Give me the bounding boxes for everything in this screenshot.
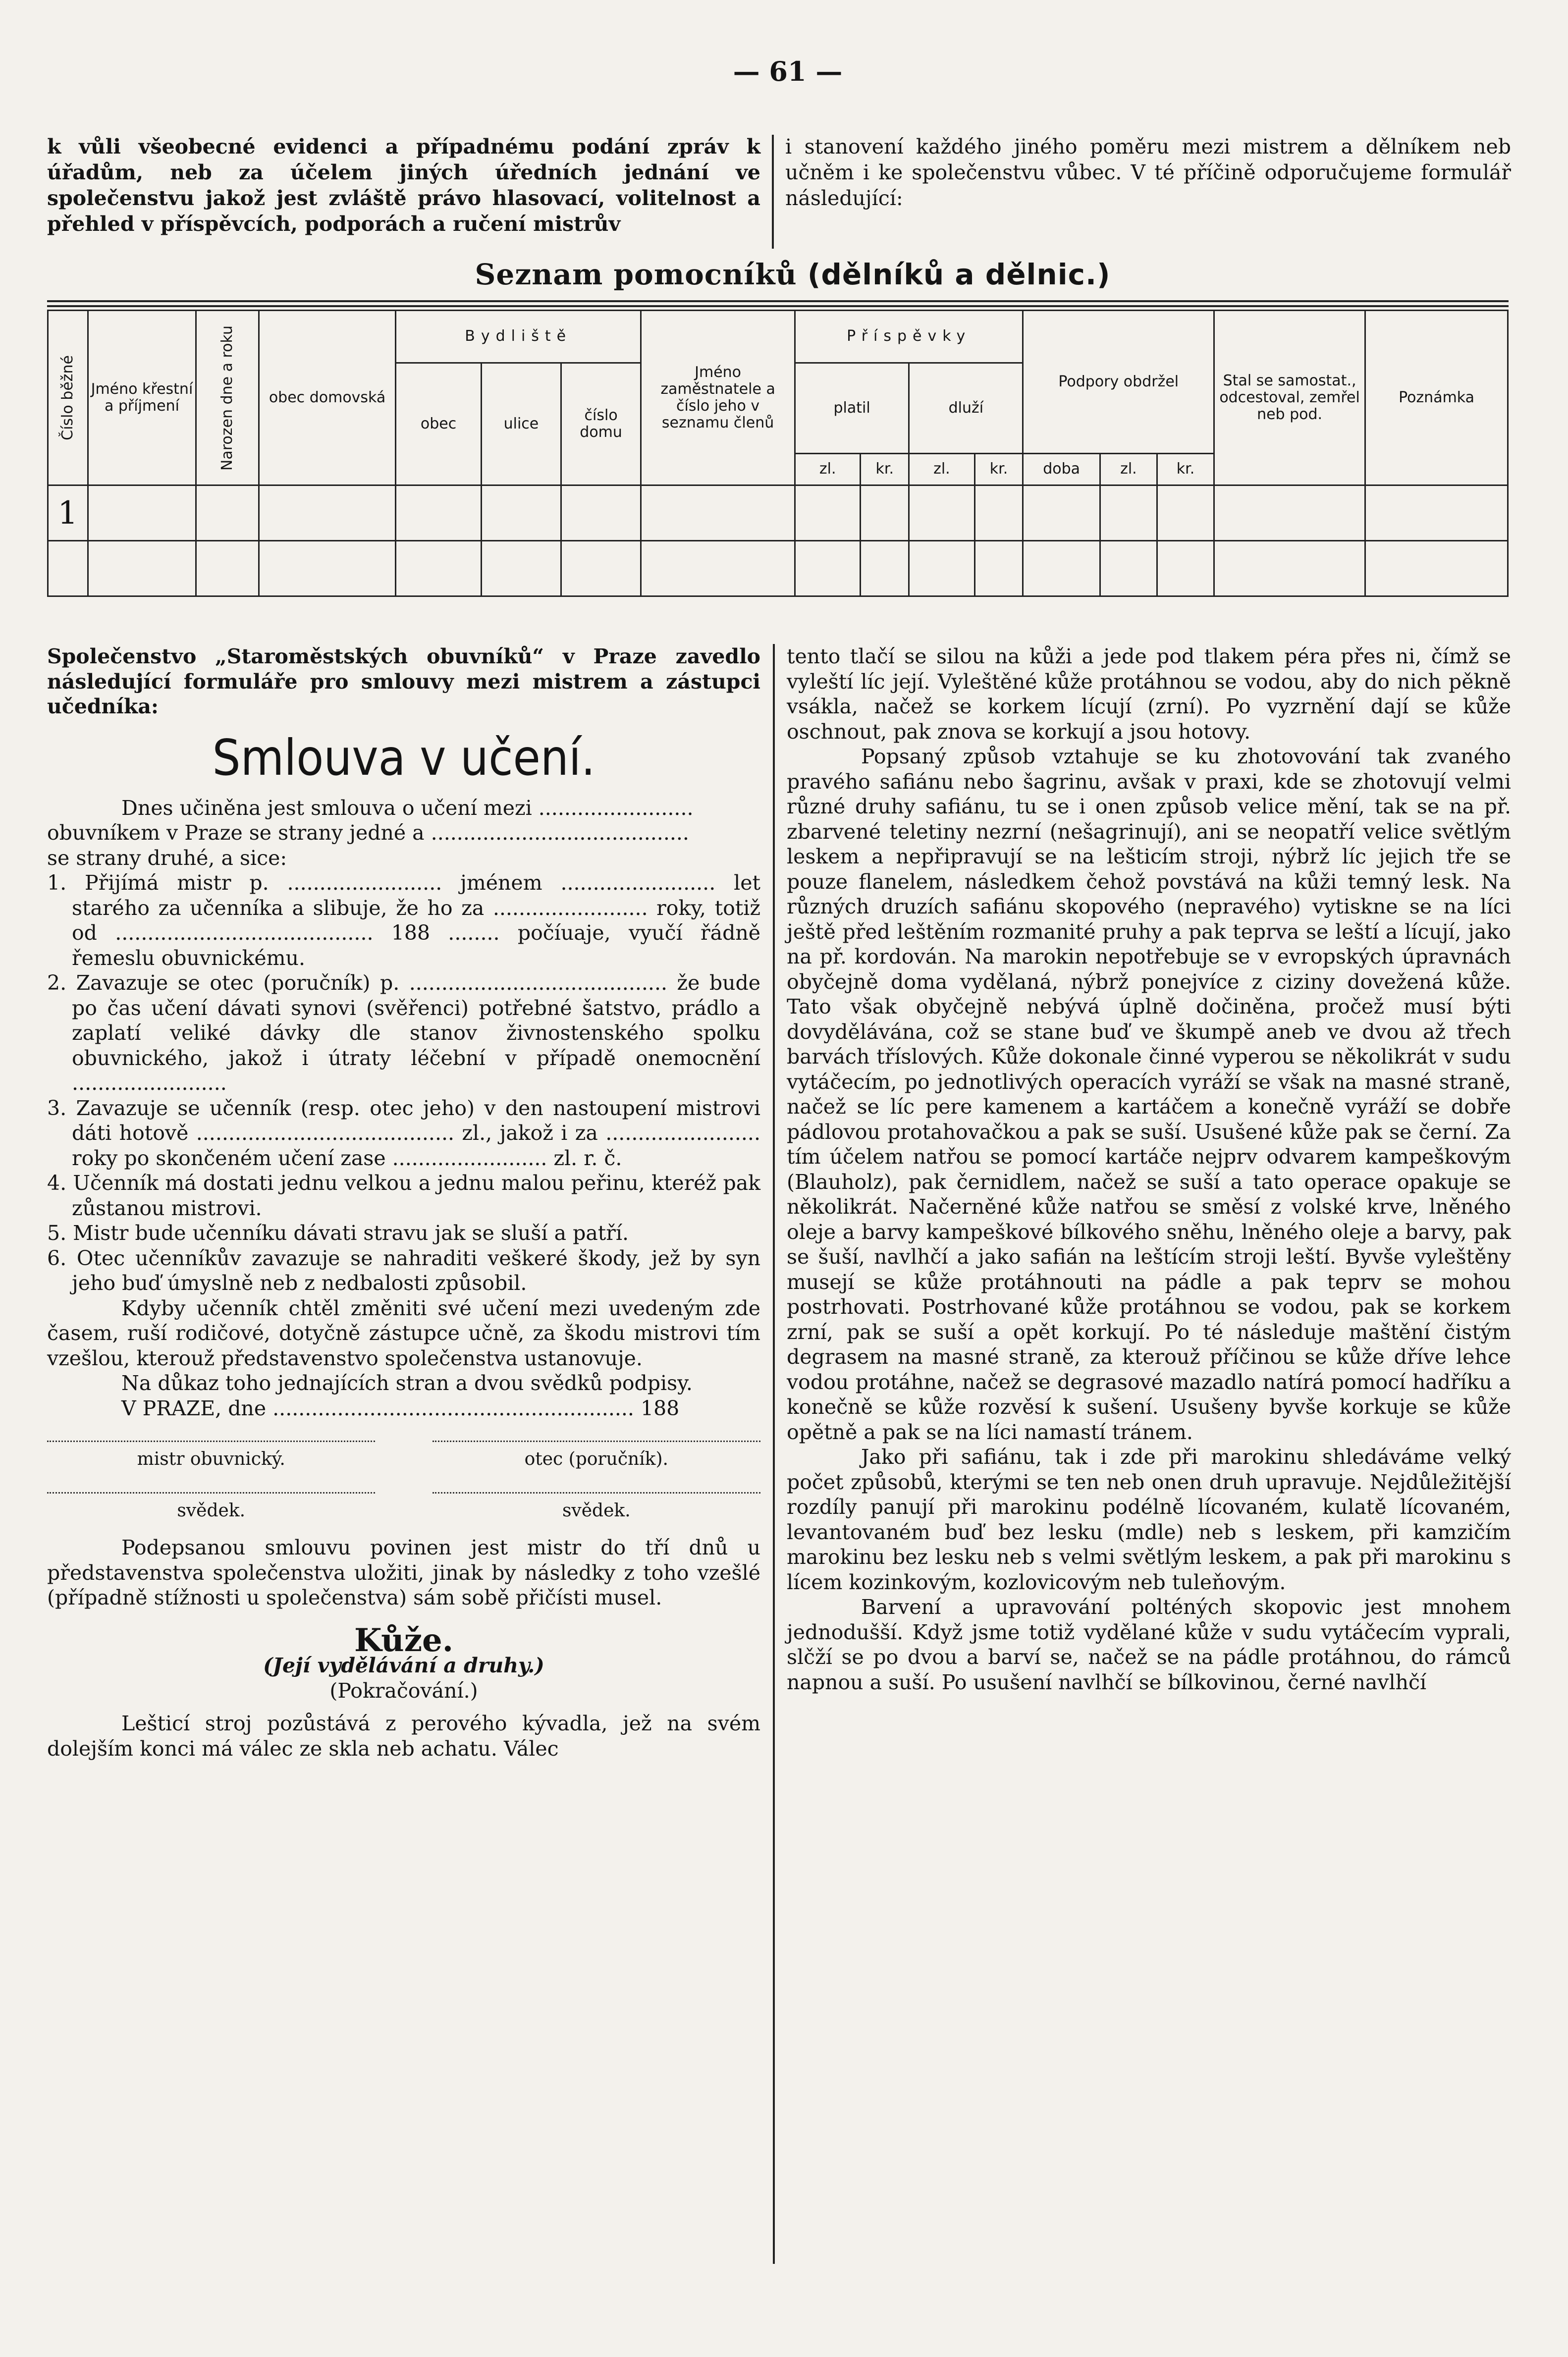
col-prispevky: Příspěvky [795,311,1023,363]
col-dluzi: dluží [909,363,1023,453]
contract-item-6: 6. Otec učenníkův zavazuje se nahraditi veškeré škody, jež by syn jeho buď úmyslně neb z nedbalosti způsobil. [47,1246,760,1295]
right-paragraph-3: Jako při safiánu, tak i zde při marokinu shledáváme velký počet způsobů, kterými se ten neb onen druh upravuje. Nejdůležitější rozdíly panují při marokinu podélně lícovaném, kulatě lícovaném, levantovaném buď bez lesku (mdle) neb s leskem, při kamzičím marokinu bez lesku neb s velmi světlým leskem, a pak při marokinu s lícem kozinkovým, kozlovicovým neb tuleňovým. [787,1445,1511,1594]
signature-row-1 [47,1441,760,1472]
contract-item-4: 4. Učenník má dostati jednu velkou a jednu malou peřinu, kteréž pak zůstanou mistrovi. [47,1171,760,1220]
contract-intro-2: obuvníkem v Praze se strany jedné a ........................................ [47,821,689,845]
right-paragraph-2: Popsaný způsob vztahuje se ku zhotovování tak zvaného pravého safiánu nebo šagrinu, avšak v praxi, kde se zhotovují velmi různé druhy safiánu, tu se i onen způsob velice mění, tak se na př. zbarvené teletiny nezrní (nešagrinují), ani se neopatří velice světlým leskem a nepřipravují se na lešticím stroji, nýbrž líc jejich tře se pouze flanelem, následkem čehož povstává na kůži temný lesk. Na různých druzích safiánu skopového (nepravého) vytiskne se na líci ještě před leštěním rozmanité pruhy a pak teprva se leští a lícují, jako na př. kordován. Na marokin nepotřebuje se v evropských úpravnách obyčejně doma vydělaná, nýbrž ponejvíce z ciziny dovežená kůže. Tato však obyčejně nebývá úplně dočiněna, pročež musí býti dovydělávána, což se stane buď ve škumpě aneb ve dvou až třech barvách tříslových. Kůže dokonale činné vyperou se několikrát v sudu vytáčecím, po jednotlivých operacích vyráží se však na masné straně, načež se líc pere kamenem a kartáčem a konečně vyráží se dobře pádlovou protahovačkou a pak se suší. Usušené kůže pak se černí. Za tím účelem natřou se pomocí kartáče nejprv odvarem kampeškovým (Blauholz), pak černidlem, načež se suší a tato operace opakuje se několikrát. Načerněné kůže natřou se směsí z volské krve, lněného oleje a barvy kampeškové bílkového sněhu, lněného oleje a barvy, pak se šuší, navlhčí a jako safián na leštícím stroji leští. Byvše vyleštěny musejí se kůže protáhnouti na pádle a pak teprv se mohou postrhovati. Postrhované kůže protáhnou se vodou, pak se korkem zrní, pak se suší a opět korkují. Po té následuje maštění čistým degrasem na masné straně, za kterouž příčinou se kůže dříve lehce vodou protáhne, načež se degrasové mazadlo natírá pomocí hadříku a konečně se kůže rozvěsí k sušení. Usušeny byvše korkuje se kůže opětně a pak se na líci namastí tránem. [787,745,1511,1444]
column-divider-main [773,644,775,2264]
left-column [47,644,760,1761]
society-heading: Společenstvo „Staroměstských obuvníků“ v Praze zavedlo následující formuláře pro smlouvy mezi mistrem a zástupci učedníka: [47,644,760,718]
right-paragraph-4: Barvení a upravování polténých skopovic jest mnohem jednodušší. Když jsme totiž vydělané kůže v sudu vytáčecím vyprali, slčží se po dvou a barví se, načež se na pádle protáhnou, do rámců napnou a suší. Po usušení navlhčí se bílkovinou, černé navlhčí [787,1595,1511,1694]
register-title-sub: (dělníků a dělnic.) [807,258,1111,291]
intro-left-column [47,134,760,237]
column-divider-top [772,135,774,249]
row-number: 1 [48,485,88,541]
col-obec: obec [396,363,482,485]
col-platil-zl: zl. [795,453,861,485]
table-top-rule-2 [47,305,1509,307]
col-dluzi-kr: kr. [974,453,1023,485]
col-platil-kr: kr. [861,453,909,485]
table-row [48,485,1508,541]
col-podpory-kr: kr. [1157,453,1214,485]
signature-father: otec (poručník). [433,1441,760,1472]
col-bydliste: Bydliště [396,311,641,363]
col-podpory: Podpory obdržel [1023,311,1214,454]
contract-intro-1: Dnes učiněna jest smlouva o učení mezi ........................ [121,796,694,820]
col-platil: platil [795,363,909,453]
col-poznamka: Poznámka [1365,311,1508,485]
polishing-machine-paragraph: Lešticí stroj pozůstává z perového kývadla, jež na svém dolejším konci má válec ze skla neb achatu. Válec [47,1712,760,1761]
intro-left-text: k vůli všeobecné evidenci a případnému podání zpráv k úřadům, neb za účelem jiných úředních jednání ve společenstvu jakož jest zvláště právo hlasovací, volitelnost a přehled v příspěvcích, podporách a ručení mistrův [47,135,760,236]
register-title-main: Seznam pomocníků [475,258,797,291]
table-row [48,541,1508,596]
contract-title: Smlouva v učení. [212,728,595,787]
contract-intro-3: se strany druhé, a sice: [47,846,287,870]
intro-right-text: i stanovení každého jiného poměru mezi mistrem a dělníkem neb učněm i ke společenstvu vůbec. V té příčině odporučujeme formulář následující: [785,135,1511,210]
contract-termination: Kdyby učenník chtěl změniti své učení mezi uvedeným zde časem, ruší rodičové, dotyčně zástupce učně, za škodu mistrovi tím vzešlou, kterouž představenstvo společenstva ustanovuje. [47,1296,760,1370]
contract-place-date: V PRAZE, dne ........................................................ 188 [121,1396,680,1420]
col-dluzi-zl: zl. [909,453,974,485]
col-cislo: Číslo běžné [48,311,88,485]
contract-signatures-note: Na důkaz toho jednajících stran a dvou svědků podpisy. [121,1371,693,1395]
page-number: — 61 — [733,55,843,87]
leather-article-continuation: (Pokračování.) [329,1678,478,1703]
col-stal-se: Stal se samostat., odcestoval, zemřel neb pod. [1214,311,1365,485]
right-paragraph-1: tento tlačí se silou na kůži a jede pod tlakem péra přes ni, čímž se vyleští líc její. Vyleštěné kůže protáhnou se vodou, aby do nich pěkně vsákla, načež se korkem lícují (zrní). Po vyzrnění dají se kůže oschnout, pak znova se korkují a jsou hotovy. [787,644,1511,744]
col-doba: doba [1023,453,1100,485]
register-title [248,258,1338,291]
col-obec-domovska: obec domovská [259,311,395,485]
signature-row-2 [47,1492,760,1524]
contract-filing-note: Podepsanou smlouvu povinen jest mistr do tří dnů u představenstva společenstva uložiti, jinak by následky z toho vzešlé (případně stížnosti u společenstva) sám sobě přičísti musel. [47,1536,760,1609]
col-zamestnatel: Jméno zaměstnatele a číslo jeho v seznamu členů [641,311,795,485]
leather-article-subtitle: (Její vydělávání a druhy.) [263,1654,544,1677]
col-cislo-domu: číslo domu [561,363,641,485]
contract-item-3: 3. Zavazuje se učenník (resp. otec jeho) v den nastoupení mistrovi dáti hotově ........................................ zl., jakož i za ........................ roky po skončeném učení zase ........................ zl. r. č. [47,1096,760,1170]
contract-item-1: 1. Přijímá mistr p. ........................ jménem ........................ let starého za učenníka a slibuje, že ho za ........................ roky, totiž od ........................................ 188 ........ počíuaje, vyučí řádně řemeslu obuvnickému. [47,871,760,970]
col-jmeno: Jméno křestní a příjmení [88,311,196,485]
col-ulice: ulice [481,363,561,485]
right-column [787,644,1511,1695]
signature-witness-1: svědek. [47,1492,375,1524]
contract-item-2: 2. Zavazuje se otec (poručník) p. ........................................ že bude po čas učení dávati synovi (svěřenci) potřebné šatstvo, prádlo a zaplatí veliké dávky dle stanov živnostenského spolku obuvnického, jakož i útraty léčební v případě onemocnění ........................ [47,971,760,1095]
col-narozen: Narozen dne a roku [196,311,259,485]
leather-article-title: Kůže. [354,1621,454,1659]
col-podpory-zl: zl. [1100,453,1157,485]
signature-master: mistr obuvnický. [47,1441,375,1472]
contract-item-5: 5. Mistr bude učenníku dávati stravu jak se sluší a patří. [47,1221,629,1245]
signature-witness-2: svědek. [433,1492,760,1524]
register-table [47,310,1509,597]
table-top-rule [47,300,1509,302]
intro-right-column [785,134,1511,211]
